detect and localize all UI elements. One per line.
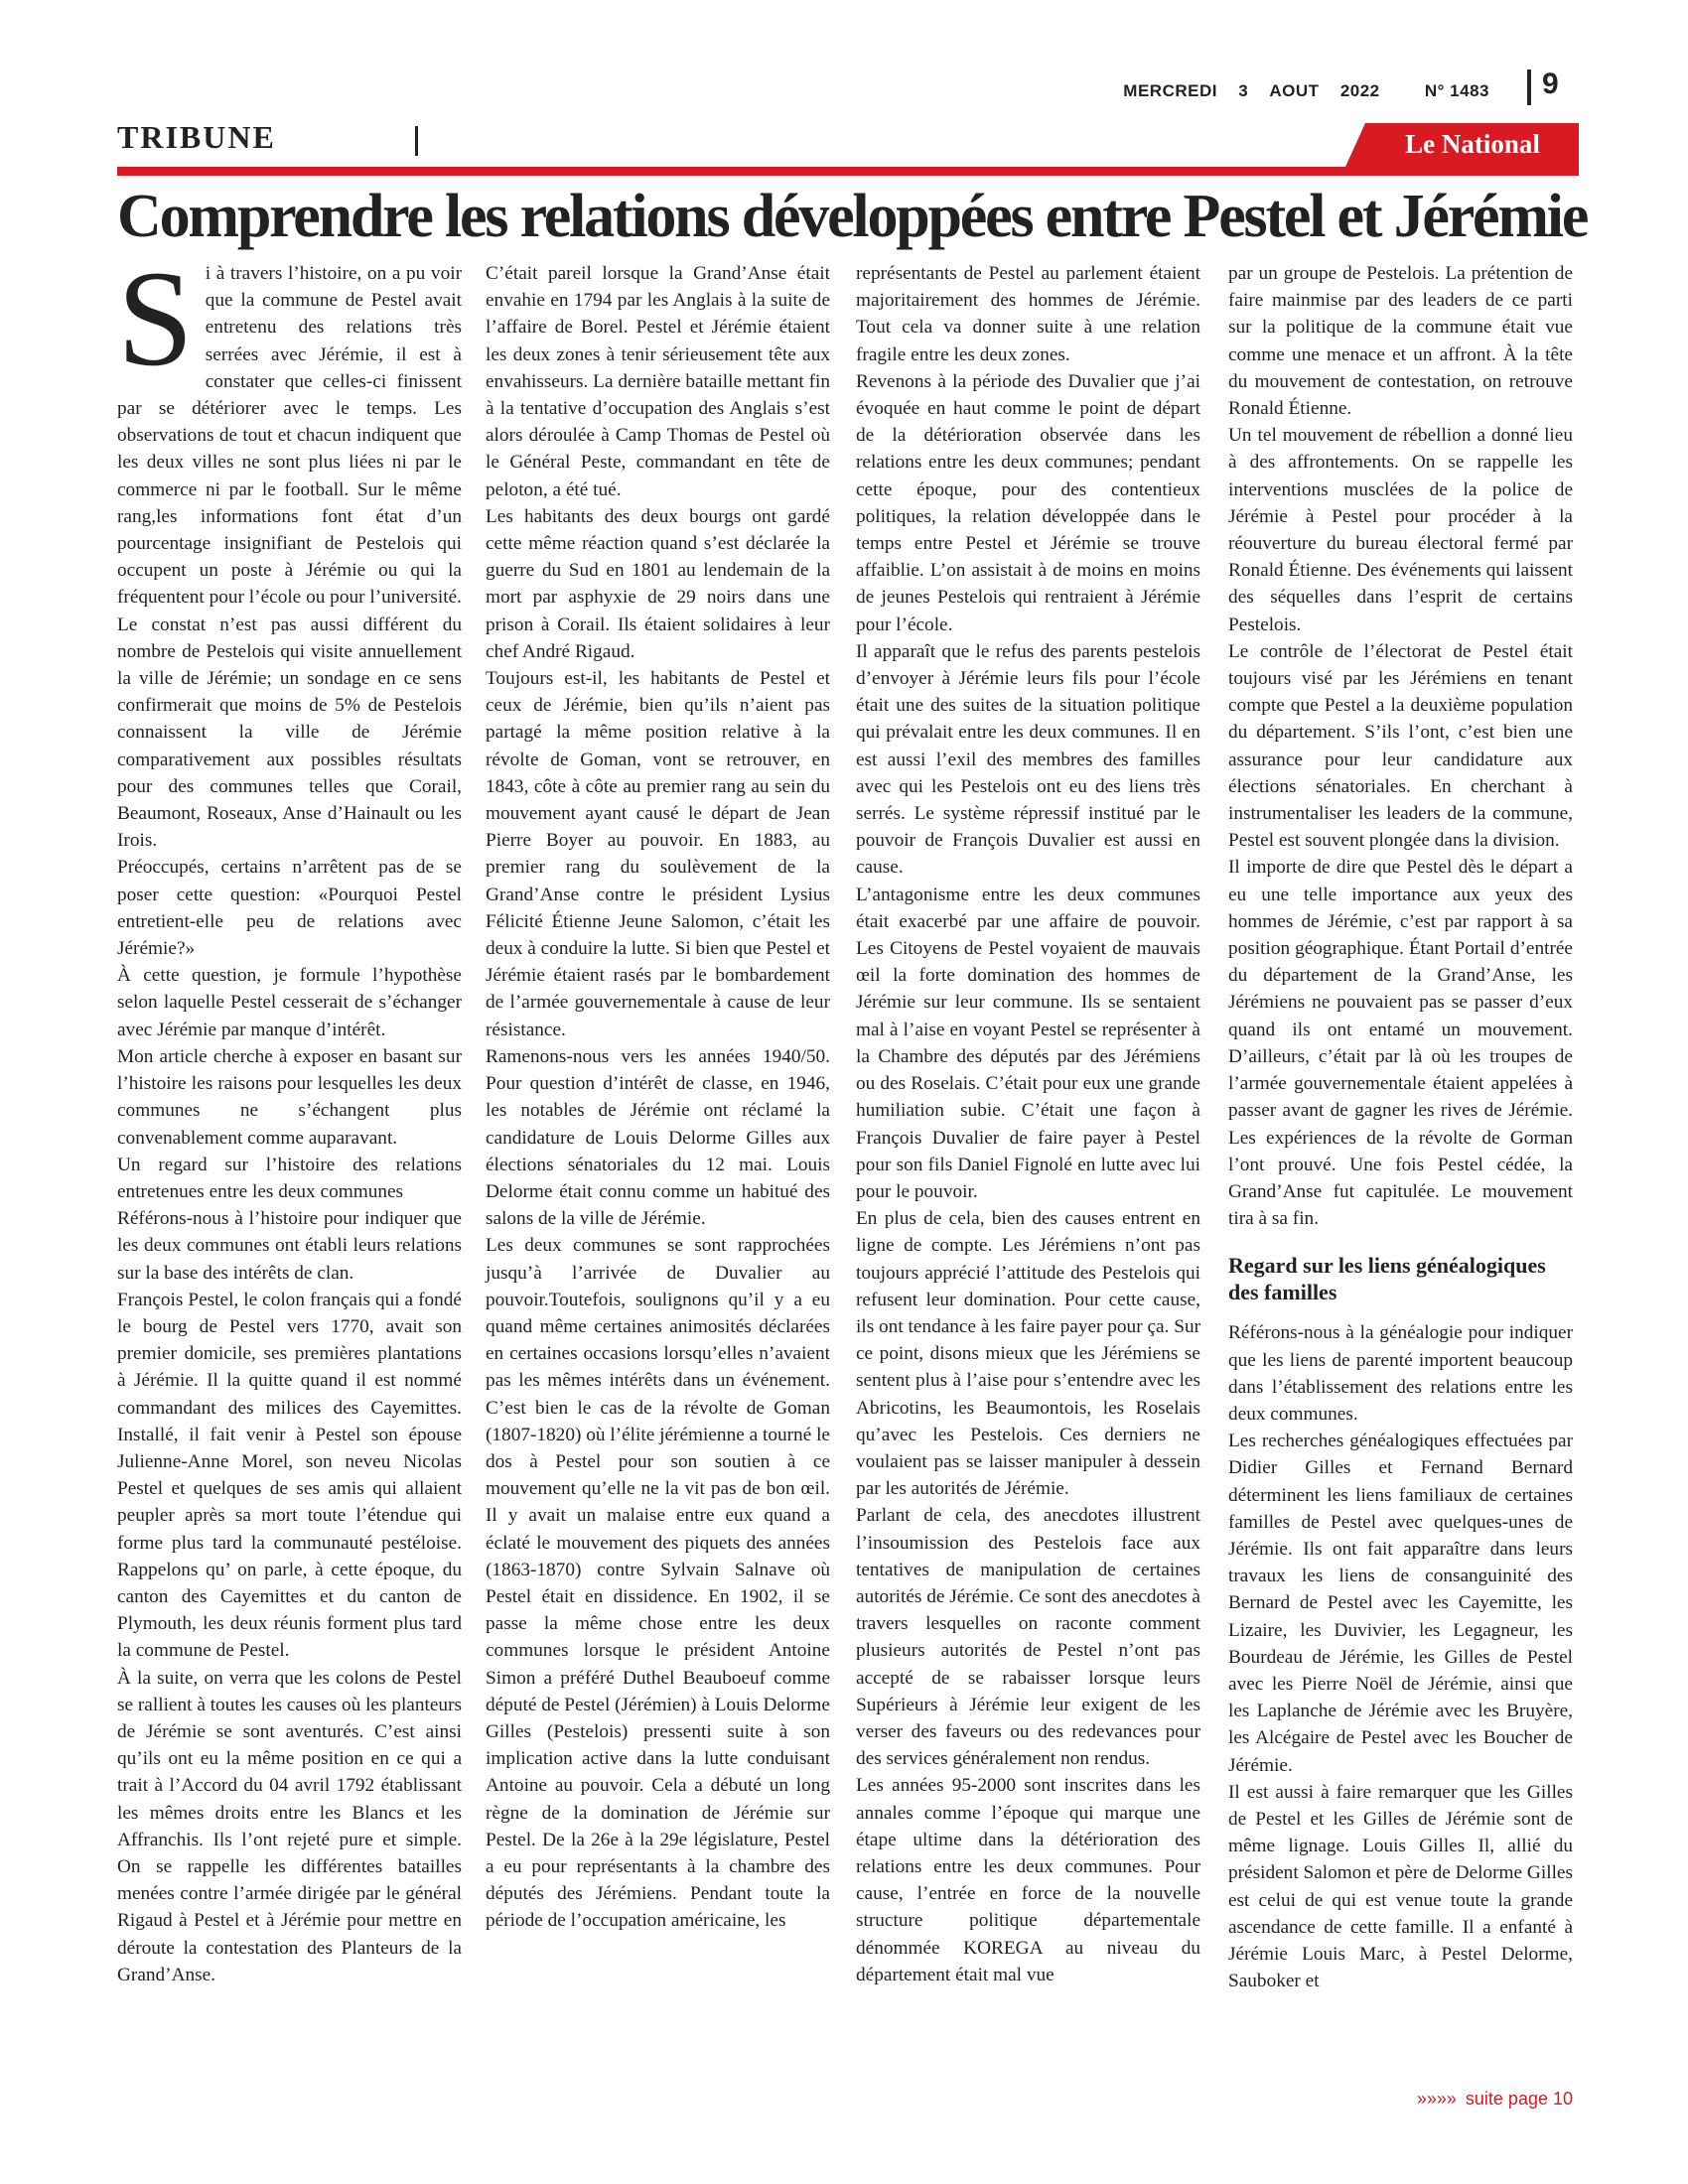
paragraph: représentants de Pestel au parlement étaient majoritairement des hommes de Jérémie. Tout cela va donner suite à une relation fragile entre les deux zones.	[856, 263, 1200, 365]
paragraph: Préoccupés, certains n’arrêtent pas de se poser cette question: «Pourquoi Pestel entretient-elle peu de relations avec Jérémie?»	[117, 857, 462, 960]
article-column-4	[1228, 260, 1573, 1994]
article-subheading: Regard sur les liens généalogiques des familles	[1228, 1253, 1546, 1305]
masthead-meta	[1107, 81, 1489, 101]
header-rule	[117, 167, 1579, 176]
paragraph: Ramenons-nous vers les années 1940/50. Pour question d’intérêt de classe, en 1946, les notables de Jérémie ont réclamé la candidature de Louis Delorme Gilles aux élections sénatoriales du 12 mai. Louis Delorme était connu comme un habitué des salons de la ville de Jérémie.	[486, 1045, 830, 1230]
paragraph: Référons-nous à l’histoire pour indiquer que les deux communes ont établi leurs relations sur la base des intérêts de clan.	[117, 1208, 462, 1284]
paragraph: C’était pareil lorsque la Grand’Anse était envahie en 1794 par les Anglais à la suite de l’affaire de Borel. Pestel et Jérémie étaient les deux zones à tenir sérieusement tête aux envahisseurs. La dernière bataille mettant fin à la tentative d’occupation des Anglais s’est alors déroulée à Camp Thomas de Pestel où le Général Peste, commandant en tête de peloton, a été tué.	[486, 263, 830, 500]
page-number-divider	[1527, 69, 1531, 105]
section-label: TRIBUNE	[117, 119, 276, 155]
paragraph: Un tel mouvement de rébellion a donné lieu à des affrontements. On se rappelle les interventions musclées de la police de Jérémie à Pestel pour procéder à la réouverture du bureau électoral fermé par Ronald Étienne. Des événements qui laissent des séquelles dans l’esprit de certains Pestelois.	[1228, 425, 1573, 635]
continued-text: suite page 10	[1465, 2089, 1573, 2109]
paragraph: Il apparaît que le refus des parents pestelois d’envoyer à Jérémie leurs fils pour l’école était une des suites de la situation politique qui prévalait entre les deux communes. Il en est aussi l’exil des membres des familles avec qui les Pestelois ont eu des liens très serrés. Le système répressif institué par le pouvoir de François Duvalier est aussi en cause.	[856, 640, 1200, 879]
article-column-2	[486, 260, 830, 1935]
paragraph: François Pestel, le colon français qui a fondé le bourg de Pestel vers 1770, avait son premier domicile, ses premières plantations à Jérémie. Il la quitte quand il est nommé commandant des milices des Cayemittes. Installé, il fait venir à Pestel son épouse Julienne-Anne Morel, son neveu Nicolas Pestel et quelques de ses amis qui allaient peupler après sa mort toute l’étendue qui forme plus tard la communauté pestéloise. Rappelons qu’ on parle, à cette époque, du canton des Cayemittes et du canton de Plymouth, les deux réunis forment plus tard la commune de Pestel.	[117, 1289, 462, 1662]
paragraph: Les habitants des deux bourgs ont gardé cette même réaction quand s’est déclarée la guerre du Sud en 1801 au lendemain de la mort par asphyxie de 29 noirs dans une prison à Corail. Ils étaient solidaires à leur chef André Rigaud.	[486, 505, 830, 662]
paragraph: Revenons à la période des Duvalier que j’ai évoquée en haut comme le point de départ de la détérioration observée dans les relations entre les deux communes; pendant cette époque, pour des contentieux politiques, la relation développée dans le temps entre Pestel et Jérémie se trouve affaiblie. L’on assistait à de moins en moins de jeunes Pestelois qui rentraient à Jérémie pour l’école.	[856, 370, 1200, 635]
issue-day: MERCREDI	[1123, 81, 1217, 100]
paragraph: En plus de cela, bien des causes entrent en ligne de compte. Les Jérémiens n’ont pas toujours apprécié l’attitude des Pestelois qui refusent leur domination. Pour cette cause, ils ont tendance à les faire payer pour ça. Sur ce point, disons mieux que les Jérémiens se sentent plus à l’aise pour s’entendre avec les Abricotins, les Beaumontois, les Roselais qu’avec les Pestelois. Ces derniers ne voulaient pas se laisser manipuler à dessein par les autorités de Jérémie.	[856, 1208, 1200, 1500]
paragraph: Référons-nous à la généalogie pour indiquer que les liens de parenté importent beaucoup dans l’établissement des relations entre les deux communes.	[1228, 1322, 1573, 1425]
paragraph: Les années 95-2000 sont inscrites dans les annales comme l’époque qui marque une étape ultime dans la détérioration des relations entre les deux communes. Pour cause, l’entrée en force de la nouvelle structure politique départementale dénommée KOREGA au niveau du département était mal vue	[856, 1775, 1200, 1985]
paragraph: Il est aussi à faire remarquer que les Gilles de Pestel et les Gilles de Jérémie sont de même lignage. Louis Gilles Il, allié du président Salomon et père de Delorme Gilles est celui de qui est venue toute la grande ascendance de cette famille. Il a enfanté à Jérémie Louis Marc, à Pestel Delorme, Sauboker et	[1228, 1781, 1573, 1992]
paragraph: Un regard sur l’histoire des relations entretenues entre les deux communes	[117, 1154, 462, 1202]
paragraph: L’antagonisme entre les deux communes était exacerbé par une affaire de pouvoir. Les Citoyens de Pestel voyaient de mauvais œil la forte domination des hommes de Jérémie sur leur commune. Ils se sentaient mal à l’aise en voyant Pestel se représenter à la Chambre des députés par des Jérémiens ou des Roselais. C’était pour eux une grande humiliation subie. C’était une façon à François Duvalier de faire payer à Pestel pour son fils Daniel Fignolé en lutte avec lui pour le pouvoir.	[856, 884, 1200, 1202]
article-column-3	[856, 260, 1200, 1988]
paragraph: i à travers l’histoire, on a pu voir que la commune de Pestel avait entretenu des relations très serrées avec Jérémie, il est à constater que celles-ci finissent par se détériorer avec le temps. Les observations de tout et chacun indiquent que les deux villes ne sont plus liées ni par le commerce ni par le football. Sur le même rang,les informations font état d’un pourcentage insignifiant de Pestelois qui occupent un poste à Jérémie ou qui la fréquentent pour l’école ou pour l’université. Le constat n’est pas aussi différent du nombre de Pestelois qui visite annuellement la ville de Jérémie; un sondage en ce sens confirmerait que moins de 5% de Pestelois connaissent la ville de Jérémie comparativement aux possibles résultats pour des communes telles que Corail, Beaumont, Roseaux, Anse d’Hainault ou les Irois.	[117, 263, 462, 852]
drop-cap: S	[117, 242, 194, 394]
paragraph: À la suite, on verra que les colons de Pestel se rallient à toutes les causes où les planteurs de Jérémie se sont aventurés. C’est ainsi qu’ils ont eu la même position en ce qui a trait à l’Accord du 04 avril 1792 établissant les mêmes droits entre les Blancs et les Affranchis. Ils l’ont rejeté pure et simple. On se rappelle les différentes batailles menées contre l’armée dirigée par le général Rigaud à Pestel et à Jérémie pour mettre en déroute la contestation des Planteurs de la Grand’Anse.	[117, 1667, 462, 1985]
page-number: 9	[1542, 68, 1559, 100]
article-column-1	[117, 242, 462, 1988]
section-divider	[415, 126, 418, 156]
brand-name: Le National	[1405, 129, 1540, 159]
paragraph: Mon article cherche à exposer en basant sur l’histoire les raisons pour lesquelles les deux communes ne s’échangent plus convenablement comme auparavant.	[117, 1045, 462, 1149]
issue-month: AOUT	[1269, 81, 1320, 100]
paragraph: Les recherches généalogiques effectuées par Didier Gilles et Fernand Bernard déterminent les liens familiaux de certaines familles de Pestel avec quelques-unes de Jérémie. Ils ont fait apparaître dans leurs travaux les liens de consanguinité des Bernard de Pestel avec les Cayemitte, les Lizaire, les Duvivier, les Legagneur, les Bourdeau de Jérémie, les Gilles de Pestel avec les Pierre Noël de Jérémie, ainsi que les Laplanche de Jérémie avec les Bruyère, les Alcégaire de Pestel avec les Boucher de Jérémie.	[1228, 1431, 1573, 1776]
continued-on-link[interactable]	[1417, 2089, 1573, 2110]
continue-arrows-icon: »»»»	[1416, 2089, 1457, 2109]
article-title: Comprendre les relations développées entre Pestel et Jérémie	[117, 183, 1588, 250]
issue-date-day: 3	[1238, 81, 1249, 100]
paragraph: Les deux communes se sont rapprochées jusqu’à l’arrivée de Duvalier au pouvoir.Toutefois, soulignons qu’il y a eu quand même certaines animosités déclarées en certaines occasions lorsqu’elles n’avaient pas les mêmes intérêts dans un événement. C’est bien le cas de la révolte de Goman (1807-1820) où l’élite jérémienne a tourné le dos à Pestel pour son soutien à ce mouvement qu’elle ne la vit pas de bon œil. Il y avait un malaise entre eux quand a éclaté le mouvement des piquets des années (1863-1870) contre Sylvain Salnave où Pestel était en dissidence. En 1902, il se passe la même chose entre les deux communes lorsque le président Antoine Simon a préféré Duthel Beauboeuf comme député de Pestel (Jérémien) à Louis Delorme Gilles (Pestelois) pressenti suite à son implication active dans la lutte conduisant Antoine au pouvoir. Cela a débuté un long règne de la domination de Jérémie sur Pestel. De la 26e à la 29e législature, Pestel a eu pour représentants à la chambre des députés des Jérémiens. Pendant toute la période de l’occupation américaine, les	[486, 1235, 830, 1932]
paragraph: À cette question, je formule l’hypothèse selon laquelle Pestel cesserait de s’échanger avec Jérémie par manque d’intérêt.	[117, 965, 462, 1040]
paragraph: Parlant de cela, des anecdotes illustrent l’insoumission des Pestelois face aux tentatives de manipulation de certaines autorités de Jérémie. Ce sont des anecdotes à travers lesquelles on raconte comment plusieurs autorités de Pestel n’ont pas accepté de se rabaisser lorsque leurs Supérieurs à Jérémie leur exigent de les verser des faveurs ou des redevances pour des services généralement non rendus.	[856, 1505, 1200, 1770]
issue-number: N° 1483	[1424, 81, 1489, 100]
paragraph: par un groupe de Pestelois. La prétention de faire mainmise par des leaders de ce parti sur la politique de la commune était vue comme une menace et un affront. À la tête du mouvement de contestation, on retrouve Ronald Étienne.	[1228, 263, 1573, 420]
paragraph: Le contrôle de l’électorat de Pestel était toujours visé par les Jérémiens en tenant compte que Pestel a la deuxième population du département. S’ils l’ont, c’est bien une assurance pour leur candidature aux élections sénatoriales. En cherchant à instrumentaliser les leaders de la commune, Pestel est souvent plongée dans la division.	[1228, 640, 1573, 852]
issue-year: 2022	[1339, 81, 1380, 100]
paragraph: Il importe de dire que Pestel dès le départ a eu une telle importance aux yeux des hommes de Jérémie, c’est par rapport à sa position géographique. Étant Portail d’entrée du département de la Grand’Anse, les Jérémiens ne pouvaient pas se passer d’eux quand ils ont entamé un mouvement. D’ailleurs, c’était par là où les troupes de l’armée gouvernementale étaient appelées à passer avant de gagner les rives de Jérémie. Les expériences de la révolte de Gorman l’ont prouvé. Une fois Pestel cédée, la Grand’Anse fut capitulée. Le mouvement tira à sa fin.	[1228, 857, 1573, 1230]
paragraph: Toujours est-il, les habitants de Pestel et ceux de Jérémie, bien qu’ils n’aient pas partagé la même position relative à la révolte de Goman, vont se retrouver, en 1843, côte à côte au premier rang au sein du mouvement ayant causé le départ de Jean Pierre Boyer au pouvoir. En 1883, au premier rang du soulèvement de la Grand’Anse contre le président Lysius Félicité Étienne Jeune Salomon, c’était les deux à conduire la lutte. Si bien que Pestel et Jérémie étaient rasés par le bombardement de l’armée gouvernementale à cause de leur résistance.	[486, 668, 830, 1040]
